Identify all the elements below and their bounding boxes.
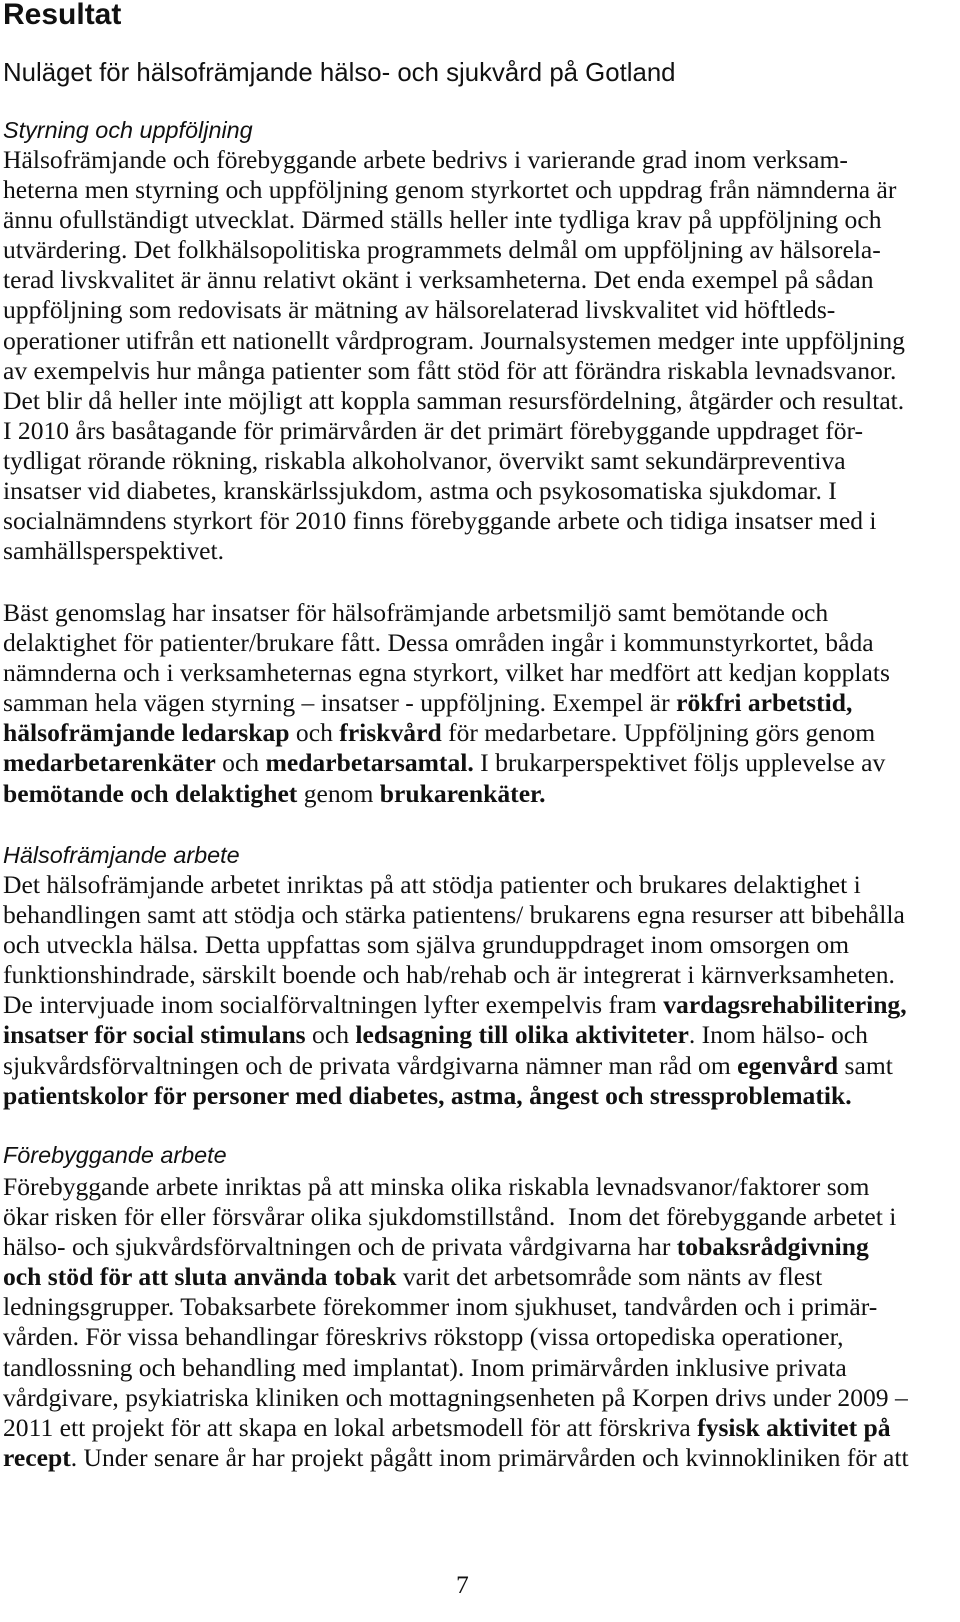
text-line: I 2010 års basåtagande för primärvården är det primärt förebyggande uppdraget för- xyxy=(3,415,864,445)
paragraph-styrning-2 xyxy=(3,598,890,809)
text-line: av exempelvis hur många patienter som fått stöd för att förändra riskabla levnadsvanor. xyxy=(3,355,897,385)
section-heading-forebyggande: Förebyggande arbete xyxy=(3,1142,227,1168)
text-line: tandlossning och behandling med implantat). Inom primärvården inklusive privata xyxy=(3,1352,847,1382)
text-line: Det blir då heller inte möjligt att koppla samman resursfördelning, åtgärder och resultat. xyxy=(3,385,905,415)
text-line xyxy=(3,1443,909,1473)
text-line xyxy=(3,1020,907,1050)
text-line: insatser vid diabetes, kranskärlssjukdom, astma och psykosomatiska sjukdomar. I xyxy=(3,476,837,506)
text-line: behandlingen samt att stödja och stärka patientens/ brukarens egna resurser att bibehålla xyxy=(3,900,905,930)
text-line: funktionshindrade, särskilt boende och hab/rehab och är integrerat i kärnverksamheten. xyxy=(3,960,895,990)
text-line: Förebyggande arbete inriktas på att minska olika riskabla levnadsvanor/faktorer som xyxy=(3,1172,870,1201)
text-run: De intervjuade inom socialförvaltningen lyfter exempelvis fram xyxy=(3,990,664,1020)
bold-text: vardagsrehabilitering, xyxy=(663,990,907,1020)
bold-text: hälsofrämjande ledarskap xyxy=(3,718,290,748)
text-line xyxy=(3,990,907,1020)
text-line: samhällsperspektivet. xyxy=(3,536,225,566)
text-line: ännu ofullständigt utvecklat. Därmed ställs heller inte tydliga krav på uppföljning och xyxy=(3,205,882,235)
bold-text: rökfri arbetstid, xyxy=(676,688,853,718)
bold-text: brukarenkäter. xyxy=(379,778,546,808)
page-title: Resultat xyxy=(3,0,122,31)
text-run: varit det arbetsområde som nänts av flest xyxy=(396,1262,823,1292)
text-line xyxy=(3,1081,907,1111)
text-line: ledningsgrupper. Tobaksarbete förekommer inom sjukhuset, tandvården och i primär- xyxy=(3,1292,878,1322)
text-line: vården. För vissa behandlingar föreskrivs rökstopp (vissa ortopediska operationer, xyxy=(3,1322,844,1352)
bold-text: insatser för social stimulans xyxy=(3,1020,306,1050)
bold-text: medarbetarenkäter xyxy=(3,748,216,778)
text-line xyxy=(3,1051,907,1081)
paragraph-forebyggande xyxy=(3,1172,909,1473)
text-line: socialnämndens styrkort för 2010 finns förebyggande arbete och tidiga insatser med i xyxy=(3,506,877,536)
text-run: sjukvårdsförvaltningen och de privata vårdgivarna nämner man råd om xyxy=(3,1050,738,1080)
page-subtitle: Nuläget för hälsofrämjande hälso- och sjukvård på Gotland xyxy=(3,59,676,87)
bold-text: friskvård xyxy=(339,718,442,748)
text-run: . Inom hälso- och xyxy=(688,1020,868,1050)
text-run: samt xyxy=(838,1050,893,1080)
text-line: ökar risken för eller försvårar olika sjukdomstillstånd. Inom det förebyggande arbetet i xyxy=(3,1202,897,1232)
bold-text: patientskolor för personer med diabetes, astma, ångest och stressproblematik. xyxy=(3,1080,852,1110)
text-run: hälso- och sjukvårdsförvaltningen och de privata vårdgivarna har xyxy=(3,1232,677,1262)
bold-text: egenvård xyxy=(737,1050,839,1080)
text-run: samman hela vägen styrning – insatser - uppföljning. Exempel är xyxy=(3,688,677,718)
text-run: och xyxy=(215,748,266,778)
page-number: 7 xyxy=(456,1570,469,1599)
text-run: och xyxy=(289,718,340,748)
text-line xyxy=(3,1262,909,1292)
text-run: och xyxy=(305,1020,356,1050)
text-line: och utveckla hälsa. Detta uppfattas som själva grunduppdraget inom omsorgen om xyxy=(3,930,850,960)
bold-text: och stöd för att sluta använda tobak xyxy=(3,1262,397,1292)
text-line: heterna men styrning och uppföljning genom styrkortet och uppdrag från nämnderna är xyxy=(3,175,897,205)
text-line: Bäst genomslag har insatser för hälsofrämjande arbetsmiljö samt bemötande och xyxy=(3,598,829,627)
bold-text: medarbetarsamtal. xyxy=(265,748,474,778)
text-line xyxy=(3,688,890,718)
section-heading-halsoframjande: Hälsofrämjande arbete xyxy=(3,842,240,868)
bold-text: recept xyxy=(3,1442,71,1472)
text-line xyxy=(3,779,890,809)
text-run: I brukarperspektivet följs upplevelse av xyxy=(473,748,886,778)
text-line: tydligat rörande rökning, riskabla alkoholvanor, övervikt samt sekundärpreventiva xyxy=(3,445,846,475)
text-line xyxy=(3,748,890,778)
paragraph-halsoframjande xyxy=(3,870,907,1111)
text-line xyxy=(3,1232,909,1262)
text-line: terad livskvalitet är ännu relativt okänt i verksamheterna. Det enda exempel på sådan xyxy=(3,265,874,295)
text-line: operationer utifrån ett nationellt vårdprogram. Journalsystemen medger inte uppföljning xyxy=(3,325,905,355)
text-line xyxy=(3,718,890,748)
text-run: 2011 ett projekt för att skapa en lokal arbetsmodell för att förskriva xyxy=(3,1412,698,1442)
bold-text: fysisk aktivitet på xyxy=(697,1412,891,1442)
paragraph-styrning-1 xyxy=(3,145,905,566)
bold-text: bemötande och delaktighet xyxy=(3,778,298,808)
text-line: delaktighet för patienter/brukare fått. Dessa områden ingår i kommunstyrkortet, båda xyxy=(3,628,874,658)
text-run: för medarbetare. Uppföljning görs genom xyxy=(441,718,876,748)
text-run: genom xyxy=(297,778,380,808)
text-line xyxy=(3,1413,909,1443)
section-heading-styrning: Styrning och uppföljning xyxy=(3,117,253,143)
text-line: utvärdering. Det folkhälsopolitiska programmets delmål om uppföljning av hälsorela- xyxy=(3,235,881,265)
text-line: nämnderna och i verksamheternas egna styrkort, vilket har medfört att kedjan kopplats xyxy=(3,658,890,688)
text-line: Det hälsofrämjande arbetet inriktas på att stödja patienter och brukares delaktighet i xyxy=(3,870,861,899)
text-line: uppföljning som redovisats är mätning av hälsorelaterad livskvalitet vid höftleds- xyxy=(3,295,836,325)
text-line: Hälsofrämjande och förebyggande arbete bedrivs i varierande grad inom verksam- xyxy=(3,145,848,174)
text-run: . Under senare år har projekt pågått inom primärvården och kvinnokliniken för att xyxy=(70,1442,909,1472)
bold-text: tobaksrådgivning xyxy=(676,1232,869,1262)
text-line: vårdgivare, psykiatriska kliniken och mottagningsenheten på Korpen drivs under 2009 – xyxy=(3,1382,908,1412)
bold-text: ledsagning till olika aktiviteter xyxy=(355,1020,689,1050)
